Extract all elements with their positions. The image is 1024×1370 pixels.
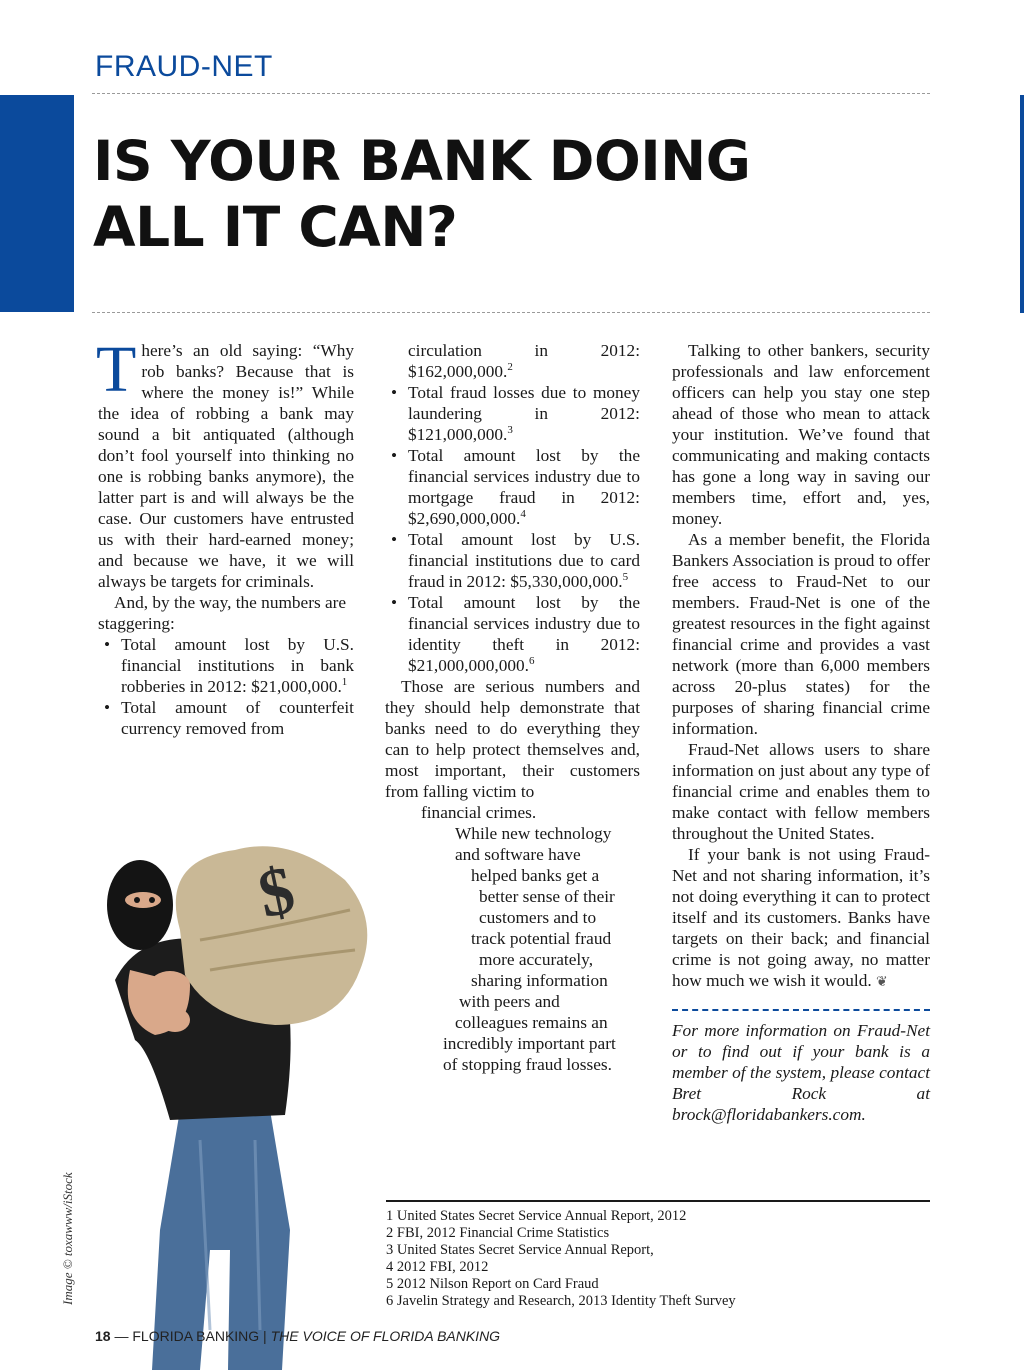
text-line: While new technology [455,824,612,843]
page-title [93,128,750,260]
intro-paragraph: There’s an old saying: “Why rob banks? Because that is where the money is!” While the idea of robbing a bank may sound a bit antiquated (although don’t fool yourself into thinking no one is robbing banks anymore), the latter part is and will always be the case. Our customers have entrusted us with their hard-earned money; and because we have, it we will always be targets for criminals. [96,333,354,591]
robber-photo [60,810,390,1370]
magazine-name: FLORIDA BANKING [132,1328,260,1344]
section-label: FRAUD-NET [95,50,273,83]
footnote: 2 FBI, 2012 Financial Crime Statistics [386,1225,610,1241]
list-item: • Total amount lost by U.S. financial institutions in bank robberies in 2012: $21,000,000.$^1$ [98,634,354,697]
accent-bar [0,95,74,312]
footnote: 1 United States Secret Service Annual Report, 2012 [386,1208,687,1224]
stats-list [98,634,354,739]
text-line: helped banks get a [471,866,600,885]
accent-edge [1020,95,1024,313]
dashed-divider-top [92,93,930,94]
text-line: sharing information [471,971,608,990]
text-line: of stopping fraud losses. [443,1055,612,1074]
list-item: • Total amount of counterfeit currency removed from [98,697,354,739]
stats-list [385,382,640,676]
text-line: better sense of their [479,887,615,906]
bag-dollar-icon: $ [251,850,301,933]
magazine-tagline: THE VOICE OF FLORIDA BANKING [270,1328,501,1344]
footnotes [386,1200,930,1310]
footnote: 4 2012 FBI, 2012 [386,1259,489,1275]
fba-logo-icon: ❦ [876,975,888,990]
paragraph: Fraud-Net allows users to share information on just about any type of financial crime and enables them to make contact with fellow members throughout the United States. [672,740,930,843]
paragraph: Those are serious numbers and they should help demonstrate that banks need to do everything they can to help protect themselves and, most important, their customers from falling victim to [385,677,640,801]
wrapped-paragraph [385,802,640,1075]
drop-cap: T [96,333,137,406]
dashed-divider-bottom [92,312,930,313]
image-credit: Image © toxawww/iStock [60,1172,75,1305]
paragraph: As a member benefit, the Florida Bankers Association is proud to offer free access to Fraud-Net to our members. Fraud-Net is one of the greatest resources in the fight against financial crime and provides a vast network (more than 6,000 members across 20-plus states) for the purposes of sharing financial crime information. [672,530,930,738]
article-column-3 [672,340,930,1125]
headline-line-2: ALL IT CAN? [93,195,458,259]
list-item-continued: circulation in 2012: $162,000,000.$^2$ [408,341,640,381]
footnote: 6 Javelin Strategy and Research, 2013 Identity Theft Survey [386,1293,736,1309]
text-line: financial crimes. [421,803,537,822]
footnote: 5 2012 Nilson Report on Card Fraud [386,1276,599,1292]
article-column-2 [385,340,640,1075]
footnote: 3 United States Secret Service Annual Report, [386,1242,654,1258]
list-item: • Total amount lost by the financial services industry due to mortgage fraud in 2012: $2,690,000,000.$^4$ [385,445,640,529]
dashed-divider-blue [672,1009,930,1011]
page-number: 18 [95,1328,111,1344]
hand [150,971,190,999]
text-line: incredibly important part [443,1034,616,1053]
text-line: colleagues remains an [455,1013,608,1032]
contact-note: For more information on Fraud-Net or to find out if your bank is a member of the system, please contact Bret Rock at brock@floridabankers.com. [672,1021,930,1124]
headline-line-1: IS YOUR BANK DOING [93,129,751,193]
paragraph: Talking to other bankers, security professionals and law enforcement officers can help you stay one step ahead of those who mean to attack your institution. We’ve found that communicating and making contacts has gone a long way in saving our members time, effort and, yes, money. [672,341,930,528]
page-footer: 18 — FLORIDA BANKING | THE VOICE OF FLORIDA BANKING [95,1328,501,1344]
list-item: • Total amount lost by U.S. financial institutions due to card fraud in 2012: $5,330,000,000.$^5$ [385,529,640,592]
text-line: customers and to [479,908,597,927]
list-item: • Total amount lost by the financial services industry due to identity theft in 2012: $21,000,000,000.$^6$ [385,592,640,676]
list-item: • Total fraud losses due to money laundering in 2012: $121,000,000.$^3$ [385,382,640,445]
paragraph: If your bank is not using Fraud-Net and not sharing information, it’s not doing everything it can to protect itself and its customers. Banks have targets on their back; and financial crime is not going away, no matter how much we wish it would. ❦ [672,845,930,990]
paragraph: And, by the way, the numbers are staggering: [98,593,347,633]
text-line: with peers and [459,992,560,1011]
article-column-1 [96,333,354,739]
text-line: and software have [455,845,581,864]
text-line: track potential fraud [471,929,612,948]
text-line: more accurately, [479,950,594,969]
